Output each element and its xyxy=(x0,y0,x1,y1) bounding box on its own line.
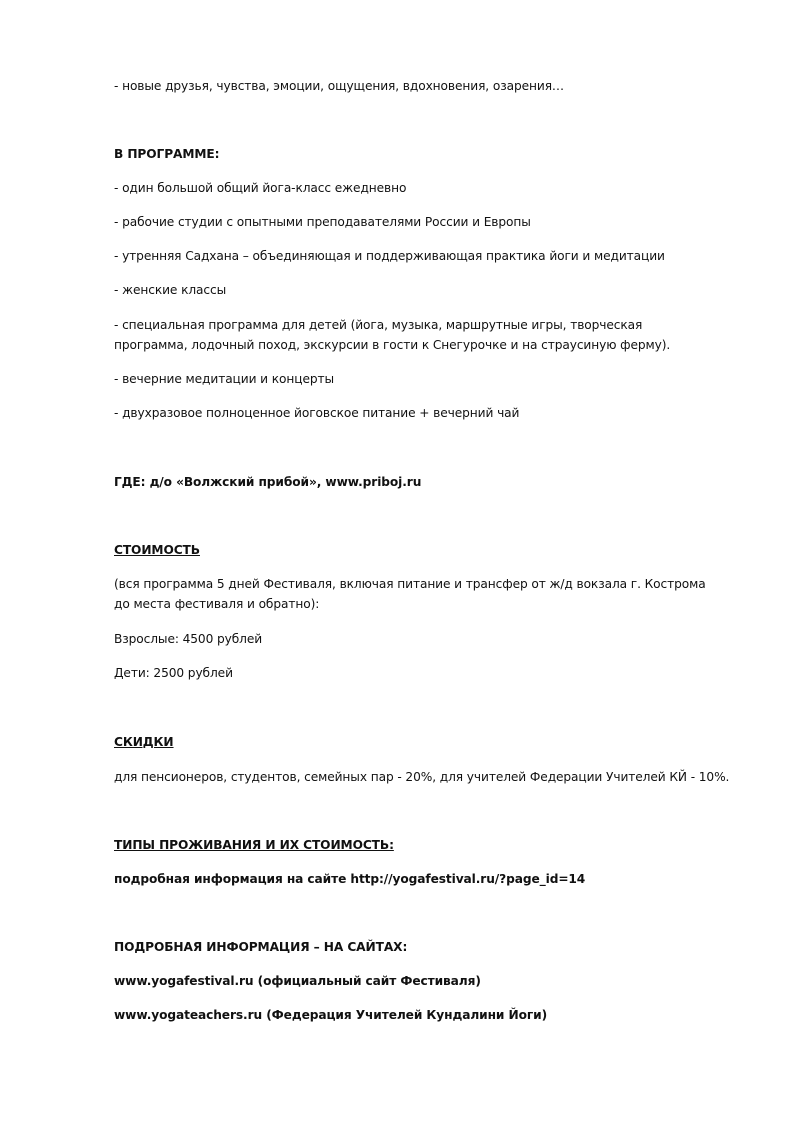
discounts-heading: СКИДКИ xyxy=(114,735,174,749)
intro-line: - новые друзья, чувства, эмоции, ощущения, вдохновения, озарения… xyxy=(114,79,565,93)
cost-note: (вся программа 5 дней Фестиваля, включая питание и трансфер от ж/д вокзала г. Кострома до места фестиваля и обратно): xyxy=(114,577,706,611)
cost-children: Дети: 2500 рублей xyxy=(114,666,233,680)
accommodation-heading: ТИПЫ ПРОЖИВАНИЯ И ИХ СТОИМОСТЬ: xyxy=(114,838,394,852)
cost-adults: Взрослые: 4500 рублей xyxy=(114,632,263,646)
info-site: www.yogateachers.ru (Федерация Учителей Кундалини Йоги) xyxy=(114,1008,548,1022)
location-line: ГДЕ: д/о «Волжский прибой», www.priboj.ru xyxy=(114,475,422,489)
program-item: - специальная программа для детей (йога, музыка, маршрутные игры, творческая программа, лодочный поход, экскурсии в гости к Снегурочке и на страусиную ферму). xyxy=(114,318,671,352)
cost-heading: СТОИМОСТЬ xyxy=(114,543,200,557)
program-item: - рабочие студии с опытными преподавателями России и Европы xyxy=(114,215,531,229)
info-heading: ПОДРОБНАЯ ИНФОРМАЦИЯ – НА САЙТАХ: xyxy=(114,940,408,954)
accommodation-text: подробная информация на сайте http://yogafestival.ru/?page_id=14 xyxy=(114,872,586,886)
program-item: - один большой общий йога-класс ежедневно xyxy=(114,181,407,195)
discounts-text: для пенсионеров, студентов, семейных пар - 20%, для учителей Федерации Учителей КЙ - 10%. xyxy=(114,770,730,784)
program-item: - вечерние медитации и концерты xyxy=(114,372,335,386)
program-item: - утренняя Садхана – объединяющая и поддерживающая практика йоги и медитации xyxy=(114,249,665,263)
info-site: www.yogafestival.ru (официальный сайт Фестиваля) xyxy=(114,974,481,988)
program-heading: В ПРОГРАММЕ: xyxy=(114,147,220,161)
program-item: - двухразовое полноценное йоговское питание + вечерний чай xyxy=(114,406,520,420)
program-item: - женские классы xyxy=(114,283,227,297)
